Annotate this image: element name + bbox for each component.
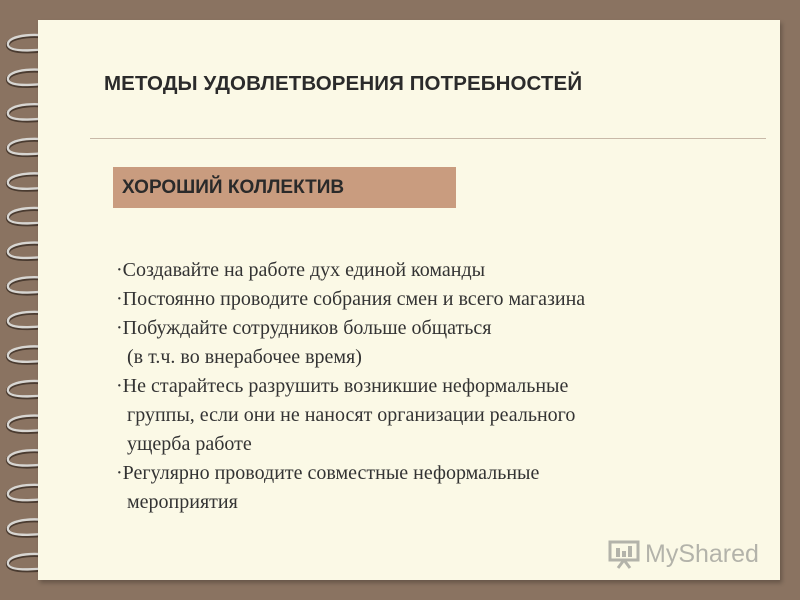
bullet-line: ·Постоянно проводите собрания смен и всего магазина <box>116 288 586 310</box>
watermark-text: MyShared <box>645 539 759 568</box>
bullet-continuation: группы, если они не наносят организации реального <box>127 404 576 426</box>
bullet-list <box>116 256 776 517</box>
bullet-continuation: (в т.ч. во внерабочее время) <box>127 346 362 368</box>
title-divider <box>90 138 766 139</box>
section-label-badge <box>113 167 456 208</box>
bullet-continuation: ущерба работе <box>127 433 252 455</box>
bullet-line: ·Не старайтесь разрушить возникшие неформальные <box>116 375 569 397</box>
presentation-board-icon <box>607 539 641 569</box>
watermark <box>607 537 759 571</box>
bullet-continuation: мероприятия <box>127 491 238 513</box>
bullet-line: ·Побуждайте сотрудников больше общаться <box>116 317 492 339</box>
slide-title: МЕТОДЫ УДОВЛЕТВОРЕНИЯ ПОТРЕБНОСТЕЙ <box>104 72 583 95</box>
bullet-line: ·Регулярно проводите совместные неформальные <box>116 462 540 484</box>
bullet-line: ·Создавайте на работе дух единой команды <box>116 259 486 281</box>
section-label: ХОРОШИЙ КОЛЛЕКТИВ <box>122 176 345 198</box>
notebook-page <box>38 20 780 580</box>
